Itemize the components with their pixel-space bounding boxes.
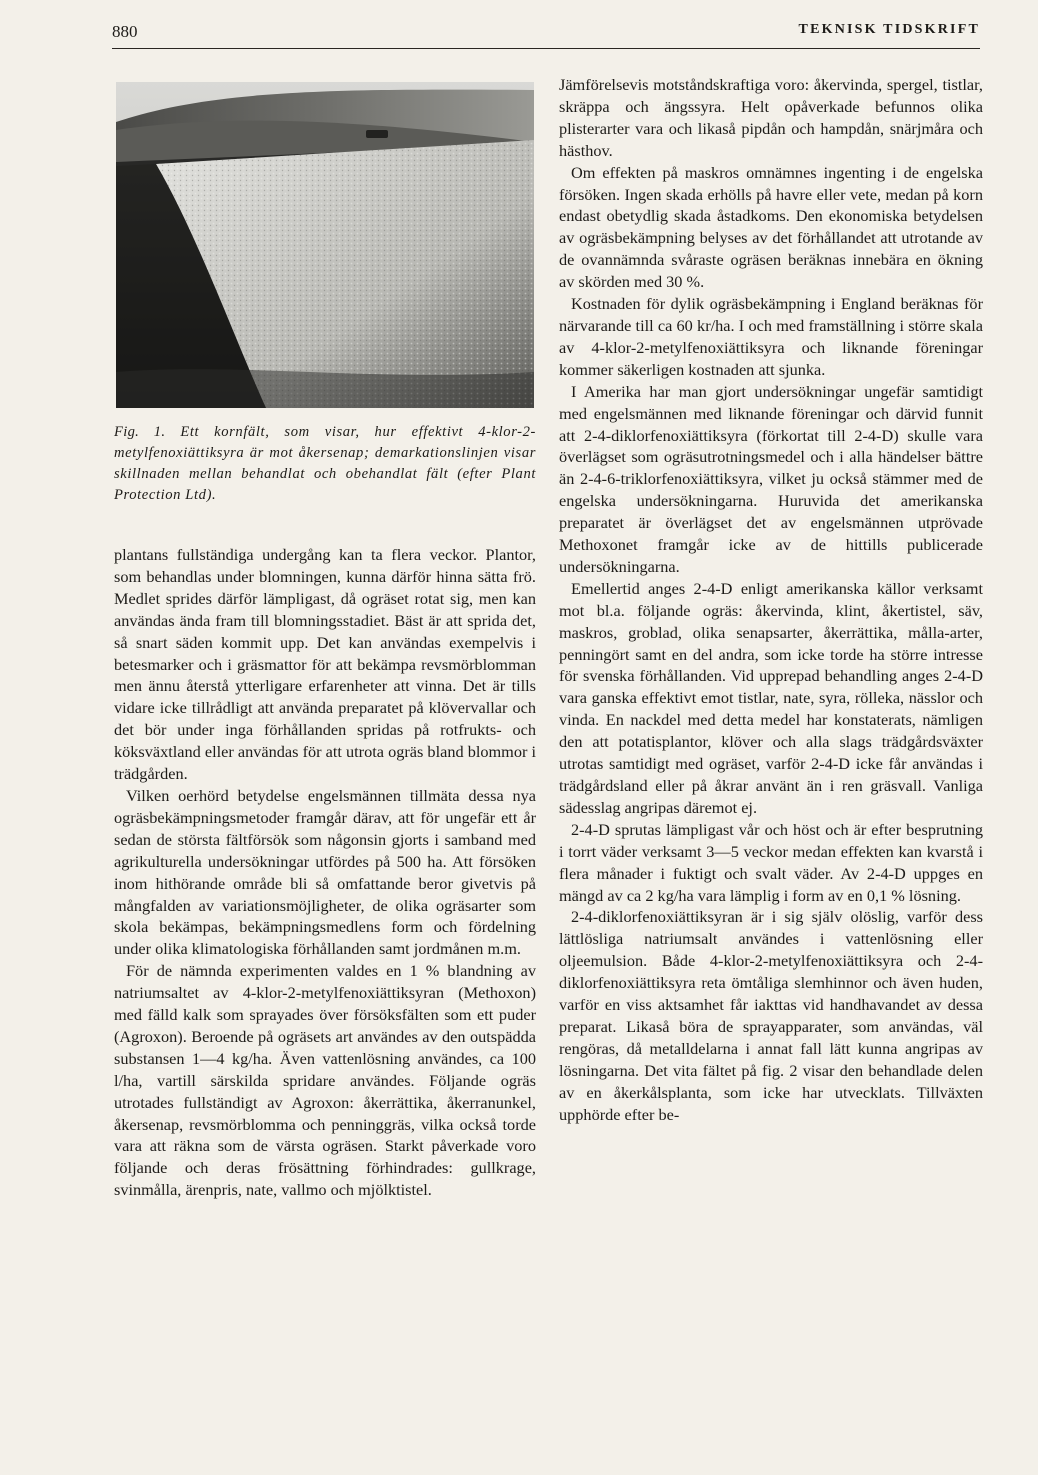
paragraph: Jämförelsevis motståndskraftiga voro: åkervinda, spergel, tistlar, skräppa och ängssyra. Helt opåverkade befunnos olika plisterarter vara och likaså pipdån och hampdån, snärjmåra och hästhov. bbox=[559, 75, 983, 160]
paragraph: I Amerika har man gjort undersökningar ungefär samtidigt med engelsmännen med liknande föreningar och därvid funnit att 2-4-diklorfenoxiättiksyra (förkortat till 2-4-D) skulle vara överlägset som ogräsutrotningsmedel och i alla händelser bättre än 2-4-6-triklorfenoxiättiksyra, vilket ju också stämmer med de engelska undersökningarna. Huruvida det amerikanska preparatet är överlägset det av engelsmännen utprövade Methoxonet framgår icke av de hittills publicerade undersökningarna. bbox=[559, 381, 983, 576]
left-column bbox=[114, 70, 536, 1201]
right-column-text bbox=[559, 74, 983, 1126]
paragraph: plantans fullständiga undergång kan ta flera veckor. Plantor, som behandlas under blomningen, kunna därför hinna sätta frö. Medlet sprides därför lämpligast, då ogräset rotat sig, men kan användas ända fram till blomningsstadiet. Bäst är att sprida det, så snart säden kommit upp. Det kan användas exempelvis i betesmarker och i gräsmattor för att bekämpa revsmörblomman men ännu återstå ytterligare erfarenheter att vinna. Det är tills vidare icke tillrådligt att använda preparatet på klövervallar och det bör under inga förhållanden spridas på rotfrukts- och köksväxtland eller användas för att utrota ogräs bland blommor i trädgården. bbox=[114, 545, 536, 784]
figure-label: Fig. 1. bbox=[114, 424, 166, 440]
page-number: 880 bbox=[112, 22, 138, 41]
paragraph: 2-4-D sprutas lämpligast vår och höst och är efter besprutning i torrt väder verksamt 3—5 veckor medan effekten kan kvarstå i flera månader i fuktigt och svalt väder. Av 2-4-D uppges en mängd av ca 2 kg/ha vara lämplig i form av en 0,1 % lösning. bbox=[559, 819, 983, 905]
left-column-text bbox=[114, 544, 536, 1201]
figure-caption-text: Ett kornfält, som visar, hur effektivt 4-klor-2-metylfenoxiättiksyra är mot åkersenap; demarkationslinjen visar skillnaden mellan behandlat och obehandlat fält (efter Plant Protection Ltd). bbox=[114, 424, 536, 503]
paragraph: Om effekten på maskros omnämnes ingenting i de engelska försöken. Ingen skada erhölls på havre eller vete, medan på korn endast obetydlig skada åstadkoms. Den ekonomiska betydelsen av ogräsbekämpning belyses av det förhållandet att utrotande av de ovannämnda svåraste ogräsen beräknas innebära en ökning av skörden med 30 %. bbox=[559, 162, 983, 292]
paragraph: Kostnaden för dylik ogräsbekämpning i England beräknas för närvarande till ca 60 kr/ha. I och med framställning i större skala av 4-klor-2-metylfenoxiättiksyra och liknande föreningar kommer säkerligen kostnaden att sjunka. bbox=[559, 294, 983, 379]
paragraph: Emellertid anges 2-4-D enligt amerikanska källor verksamt mot bl.a. följande ogräs: åkervinda, klint, åkertistel, säv, maskros, groblad, olika senapsarter, åkerrättika, målla-arter, penningört samt en del andra, som icke torde ha större intresse för svenska förhållanden. Vid upprepad behandling anges 2-4-D vara ganska effektivt emot tistlar, nate, syra, rölleka, nässlor och vinda. En nackdel med detta medel har konstaterats, nämligen den att potatisplantor, klöver och alla slags trädgårdsväxter utrotas samtidigt med ogräset, varför 2-4-D icke får användas i trädgårdsland eller på åkrar använt än i ren gräsvall. Vanliga sädesslag angripas däremot ej. bbox=[559, 578, 983, 817]
right-column bbox=[559, 74, 983, 1126]
figure-caption bbox=[114, 422, 536, 506]
journal-title: TEKNISK TIDSKRIFT bbox=[798, 22, 980, 37]
figure-photo bbox=[116, 82, 534, 408]
page-header bbox=[112, 18, 980, 49]
paragraph: 2-4-diklorfenoxiättiksyran är i sig själv olöslig, varför dess lättlösliga natriumsalt användes i vattenlösning eller oljeemulsion. Både 4-klor-2-metylfenoxiättiksyra och 2-4-diklorfenoxiättiksyra reta ömtåliga slemhinnor och även huden, varför en viss aktsamhet får iakttas vid handhavandet av dessa preparat. Likaså böra de sprayapparater, som användas, väl rengöras, då metalldelarna i annat fall lätt kunna angripas av lösningarna. Det vita fältet på fig. 2 visar den behandlade delen av en åkerkålsplanta, som icke har utvecklats. Tillväxten upphörde efter be- bbox=[559, 907, 983, 1124]
field-photo-image bbox=[116, 82, 534, 408]
paragraph: Vilken oerhörd betydelse engelsmännen tillmäta dessa nya ogräsbekämpningsmetoder framgår därav, att för ungefär ett år sedan de största fältförsök som någonsin gjorts i samband med agrikulturella undersökningar utfördes på 500 ha. Att försöken inom hithörande område bli så omfattande beror givetvis på mångfalden av variationsmöjligheter, de olika ogräsarter som skola bekämpas, bekämpningsmedlens form och fördelning under olika klimatologiska förhållanden samt jordmånen m.m. bbox=[114, 785, 536, 959]
paragraph: För de nämnda experimenten valdes en 1 % blandning av natriumsaltet av 4-klor-2-metylfenoxiättiksyran (Methoxon) med fälld kalk som sprayades över försöksfälten som ett puder (Agroxon). Beroende på ogräsets art användes av den outspädda substansen 1—4 kg/ha. Även vattenlösning användes, ca 100 l/ha, vartill särskilda spridare användes. Följande ogräs utrotades fullständigt av Agroxon: åkerrättika, åkerranunkel, åkersenap, revsmörblomma och penninggräs, vilka också torde vara att räkna som de värsta ogräsen. Starkt påverkade voro följande och deras frösättning förhindrades: gullkrage, svinmålla, ärenpris, nate, vallmo och mjölktistel. bbox=[114, 961, 536, 1200]
